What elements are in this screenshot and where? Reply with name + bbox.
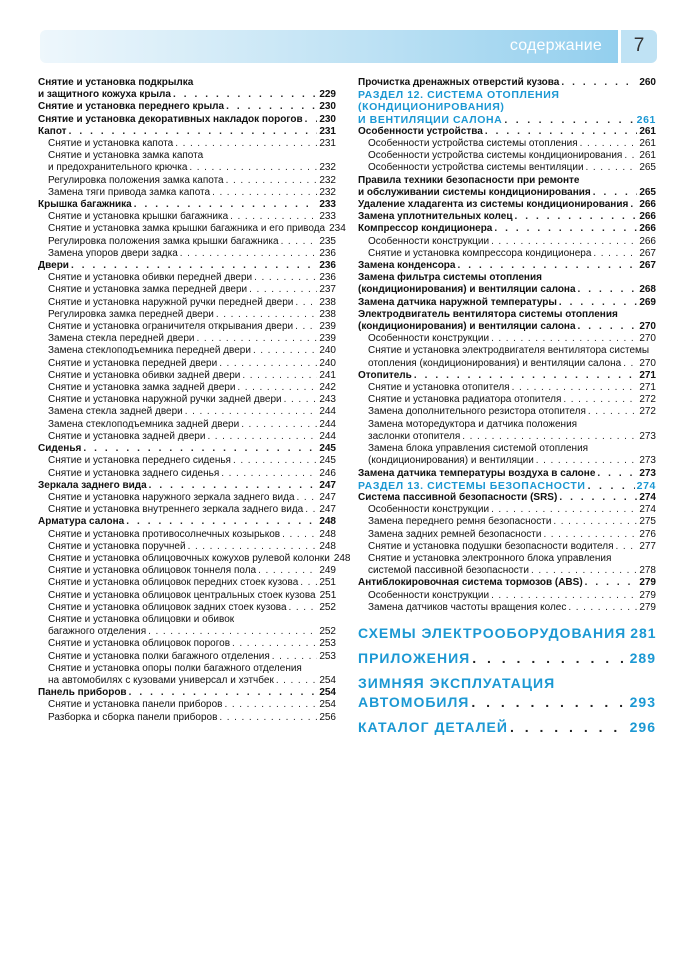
appendix-heading[interactable]: ПРИЛОЖЕНИЯ . . . 289 — [358, 649, 656, 668]
toc-entry[interactable]: Снятие и установка переднего сиденья . . . 245 — [38, 455, 336, 467]
toc-entry[interactable]: Снятие и установка наружного зеркала заднего вида . . . 247 — [38, 492, 336, 504]
toc-entry[interactable]: Снятие и установка наружной ручки задней двери . . . 243 — [38, 394, 336, 406]
toc-entry[interactable]: Снятие и установка облицовок порогов . . . 253 — [38, 638, 336, 650]
toc-entry: Снятие и установка опоры полки багажного отделения — [48, 662, 302, 674]
toc-right-column — [358, 77, 656, 737]
toc-heading[interactable]: Система пассивной безопасности (SRS) . . . 274 — [358, 492, 656, 504]
toc-entry[interactable]: Снятие и установка замка крышки багажника и его привода 234 — [48, 223, 346, 235]
toc-heading: Снятие и установка подкрылка — [38, 77, 194, 88]
header-title: содержание — [509, 37, 602, 54]
toc-entry[interactable]: Снятие и установка задней двери . . . 244 — [38, 431, 336, 443]
toc-heading[interactable]: Зеркала заднего вида . . . 247 — [38, 480, 336, 492]
section-12-title: РАЗДЕЛ 12. СИСТЕМА ОТОПЛЕНИЯ — [358, 89, 560, 102]
toc-heading[interactable]: Замена датчика наружной температуры . . . 269 — [358, 297, 656, 309]
toc-heading[interactable]: Снятие и установка декоративных накладок порогов . . . 230 — [38, 114, 336, 126]
toc-entry: Замена блока управления системой отопления — [368, 443, 589, 455]
toc-entry[interactable]: Замена стеклоподъемника передней двери . . . 240 — [38, 345, 336, 357]
toc-entry: Замена моторедуктора и датчика положения — [368, 418, 578, 430]
toc-entry[interactable]: Снятие и установка внутреннего зеркала заднего вида . . . 247 — [38, 504, 336, 516]
toc-heading[interactable]: и защитного кожуха крыла . . . 229 — [38, 89, 336, 101]
toc-entry[interactable]: Снятие и установка полки багажного отделения . . . 253 — [38, 651, 336, 663]
header-band — [40, 30, 618, 63]
toc-heading[interactable]: Особенности устройства . . . 261 — [358, 126, 656, 138]
toc-heading[interactable]: Двери . . . 236 — [38, 260, 336, 272]
toc-entry[interactable]: Особенности устройства системы вентиляции . . . 265 — [358, 162, 656, 174]
toc-entry[interactable]: отопления (кондиционирования) и вентиляции салона . . . 270 — [358, 358, 656, 370]
toc-entry[interactable]: Замена стекла передней двери . . . 239 — [38, 333, 336, 345]
toc-entry: Снятие и установка замка капота — [48, 150, 204, 162]
toc-entry[interactable]: Снятие и установка компрессора кондиционера . . . 267 — [358, 248, 656, 260]
toc-entry[interactable]: Замена упоров двери задка . . . 236 — [38, 248, 336, 260]
toc-entry[interactable]: заслонки отопителя . . . 273 — [358, 431, 656, 443]
toc-entry[interactable]: Снятие и установка обивки передней двери . . . 236 — [38, 272, 336, 284]
winter-heading: ЗИМНЯЯ ЭКСПЛУАТАЦИЯ — [358, 674, 556, 691]
toc-entry[interactable]: багажного отделения . . . 252 — [38, 626, 336, 638]
toc-entry[interactable]: Особенности устройства системы кондиционирования . . . 261 — [358, 150, 656, 162]
toc-entry[interactable]: Снятие и установка облицовок передних стоек кузова . . . 251 — [38, 577, 336, 589]
page-number-box — [621, 30, 657, 63]
toc-entry[interactable]: Регулировка положения замка капота . . . 232 — [38, 175, 336, 187]
toc-entry[interactable]: Снятие и установка заднего сиденья . . . 246 — [38, 468, 336, 480]
toc-entry[interactable]: Замена дополнительного резистора отопителя . . . 272 — [358, 406, 656, 418]
toc-heading: Правила техники безопасности при ремонте — [358, 174, 580, 186]
toc-heading[interactable]: Арматура салона . . . 248 — [38, 516, 336, 528]
winter-heading[interactable]: АВТОМОБИЛЯ . . . 293 — [358, 693, 656, 712]
toc-entry[interactable]: Регулировка замка передней двери . . . 238 — [38, 309, 336, 321]
toc-entry[interactable]: Снятие и установка облицовок задних стоек кузова . . . 252 — [38, 602, 336, 614]
toc-heading: Замена фильтра системы отопления — [358, 272, 542, 284]
toc-left-column — [38, 77, 351, 724]
toc-heading[interactable]: Компрессор кондиционера . . . 266 — [358, 223, 656, 235]
toc-heading[interactable]: Удаление хладагента из системы кондиционирования . . . 266 — [358, 199, 656, 211]
toc-entry[interactable]: Снятие и установка подушки безопасности водителя . . . 277 — [358, 541, 656, 553]
toc-entry[interactable]: Замена переднего ремня безопасности . . . 275 — [358, 516, 656, 528]
toc-heading[interactable]: Снятие и установка переднего крыла . . . 230 — [38, 101, 336, 113]
toc-heading[interactable]: Крышка багажника . . . 233 — [38, 199, 336, 211]
toc-entry[interactable]: Снятие и установка замка задней двери . . . 242 — [38, 382, 336, 394]
toc-entry[interactable]: Замена стеклоподъемника задней двери . . . 244 — [38, 419, 336, 431]
toc-heading[interactable]: Замена уплотнительных колец . . . 266 — [358, 211, 656, 223]
toc-entry[interactable]: Снятие и установка передней двери . . . 240 — [38, 358, 336, 370]
toc-entry[interactable]: Особенности устройства системы отопления . . . 261 — [358, 138, 656, 150]
toc-entry[interactable]: на автомобилях с кузовами универсал и хэтчбек . . . 254 — [38, 675, 336, 687]
toc-entry[interactable]: Снятие и установка наружной ручки передней двери . . . 238 — [38, 297, 336, 309]
toc-heading[interactable]: Отопитель . . . 271 — [358, 370, 656, 382]
toc-entry[interactable]: Замена стекла задней двери . . . 244 — [38, 406, 336, 418]
toc-entry: Снятие и установка электродвигателя вентилятора системы — [368, 345, 650, 357]
toc-entry: Снятие и установка электронного блока управления — [368, 552, 612, 564]
toc-heading[interactable]: Панель приборов . . . 254 — [38, 687, 336, 699]
toc-entry[interactable]: Снятие и установка панели приборов . . . 254 — [38, 699, 336, 711]
toc-heading[interactable]: (кондиционирования) и вентиляции салона . . . 268 — [358, 284, 656, 296]
toc-entry[interactable]: системой пассивной безопасности . . . 278 — [358, 565, 656, 577]
toc-heading: Электродвигатель вентилятора системы отопления — [358, 308, 618, 320]
toc-heading[interactable]: Капот . . . 231 — [38, 126, 336, 138]
toc-entry[interactable]: Разборка и сборка панели приборов . . . 256 — [38, 712, 336, 724]
toc-entry[interactable]: Снятие и установка поручней . . . 248 — [38, 541, 336, 553]
toc-entry: Снятие и установка облицовки и обивок — [48, 613, 235, 625]
toc-entry[interactable]: Снятие и установка отопителя . . . 271 — [358, 382, 656, 394]
toc-entry[interactable]: Снятие и установка радиатора отопителя . . . 272 — [358, 394, 656, 406]
toc-entry[interactable]: Особенности конструкции . . . 266 — [358, 236, 656, 248]
toc-entry[interactable]: Особенности конструкции . . . 274 — [358, 504, 656, 516]
wiring-diagrams-heading[interactable]: СХЕМЫ ЭЛЕКТРООБОРУДОВАНИЯ 281 — [358, 624, 657, 641]
toc-entry[interactable]: Снятие и установка крышки багажника . . . 233 — [38, 211, 336, 223]
toc-heading[interactable]: Замена датчика температуры воздуха в салоне . . . 273 — [358, 468, 656, 480]
toc-entry[interactable]: Снятие и установка облицовочных кожухов рулевой колонки 248 — [48, 552, 351, 564]
toc-entry[interactable]: Снятие и установка облицовок тоннеля пола . . . 249 — [38, 565, 336, 577]
parts-catalog-heading[interactable]: КАТАЛОГ ДЕТАЛЕЙ . . . 296 — [358, 718, 656, 737]
toc-entry[interactable]: Регулировка положения замка крышки багажника . . . 235 — [38, 236, 336, 248]
toc-entry[interactable]: Особенности конструкции . . . 270 — [358, 333, 656, 345]
toc-entry[interactable]: Снятие и установка ограничителя открывания двери . . . 239 — [38, 321, 336, 333]
page-number: 7 — [633, 35, 645, 56]
toc-heading[interactable]: Сиденья . . . 245 — [38, 443, 336, 455]
toc-entry[interactable]: Снятие и установка обивки задней двери . . . 241 — [38, 370, 336, 382]
section-12-title: (КОНДИЦИОНИРОВАНИЯ) — [358, 101, 505, 114]
toc-entry[interactable]: Снятие и установка замка передней двери . . . 237 — [38, 284, 336, 296]
toc-entry[interactable]: и предохранительного крючка . . . 232 — [38, 162, 336, 174]
toc-heading[interactable]: (кондиционирования) и вентиляции салона . . . 270 — [358, 321, 656, 333]
toc-heading[interactable]: и обслуживании системы кондиционирования . . . 265 — [358, 187, 656, 199]
section-12-title[interactable]: И ВЕНТИЛЯЦИИ САЛОНА . . . 261 — [358, 114, 656, 126]
toc-heading[interactable]: Замена конденсора . . . 267 — [358, 260, 656, 272]
toc-heading[interactable]: Прочистка дренажных отверстий кузова . . . 260 — [358, 77, 656, 89]
toc-heading[interactable]: Антиблокировочная система тормозов (ABS) . . . 279 — [358, 577, 656, 589]
toc-entry[interactable]: Особенности конструкции . . . 279 — [358, 590, 656, 602]
toc-entry[interactable]: Снятие и установка облицовок центральных стоек кузова 251 — [48, 589, 337, 601]
toc-entry[interactable]: Замена датчиков частоты вращения колес . . . 279 — [358, 602, 656, 614]
toc-entry[interactable]: Снятие и установка капота . . . 231 — [38, 138, 336, 150]
toc-entry[interactable]: (кондиционирования) и вентиляции . . . 273 — [358, 455, 656, 467]
toc-entry[interactable]: Замена задних ремней безопасности . . . 276 — [358, 529, 656, 541]
toc-entry[interactable]: Замена тяги привода замка капота . . . 232 — [38, 187, 336, 199]
toc-entry[interactable]: Снятие и установка противосолнечных козырьков . . . 248 — [38, 529, 336, 541]
section-13-title[interactable]: РАЗДЕЛ 13. СИСТЕМЫ БЕЗОПАСНОСТИ . . . 274 — [358, 480, 656, 492]
